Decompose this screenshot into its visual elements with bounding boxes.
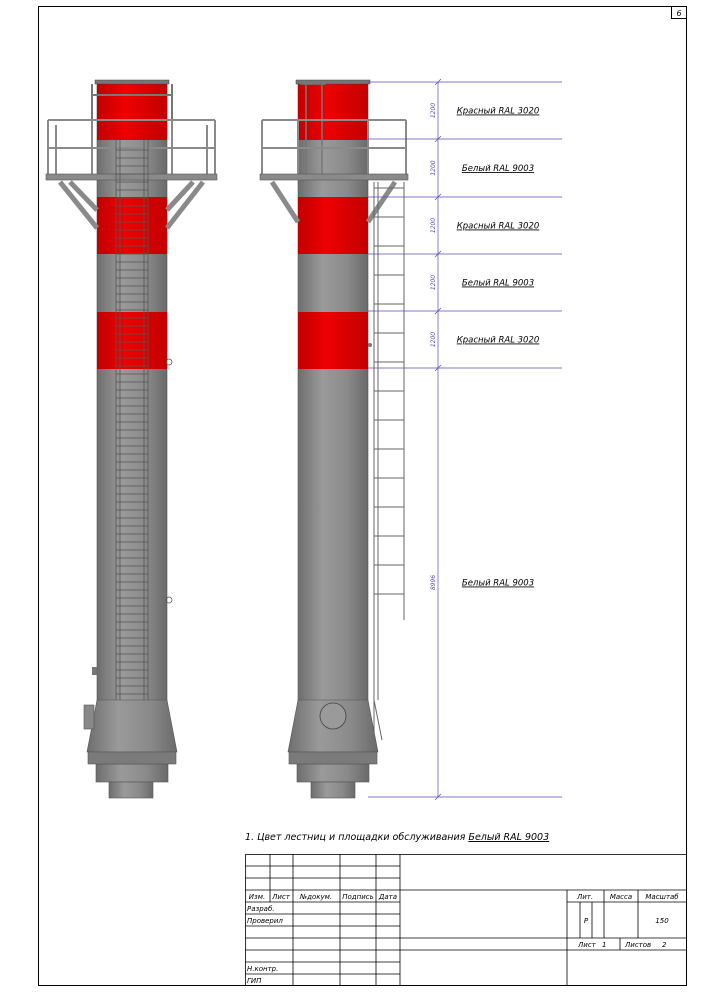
red-band-top bbox=[298, 83, 368, 140]
lit-label: Лит. bbox=[576, 893, 594, 901]
list-label: Лист bbox=[578, 941, 596, 949]
pipe-base-cone bbox=[87, 700, 177, 752]
color-zone-label: Красный RAL 3020 bbox=[456, 221, 540, 232]
nkontr-label: Н.контр. bbox=[247, 965, 279, 973]
gip-label: ГИП bbox=[247, 977, 262, 985]
title-block bbox=[245, 854, 687, 986]
col-list: Лист bbox=[272, 893, 290, 901]
massa-label: Масса bbox=[609, 893, 633, 901]
title-block-text bbox=[247, 893, 679, 985]
listov-label: Листов bbox=[625, 941, 652, 949]
proveril-label: Проверил bbox=[247, 917, 283, 925]
red-band-3 bbox=[97, 312, 167, 369]
red-band-top bbox=[97, 83, 167, 140]
chimney-front-view bbox=[46, 80, 217, 798]
masshtab-label: Масштаб bbox=[645, 893, 679, 901]
dimension-value: 1200 bbox=[430, 217, 437, 234]
color-zone-labels bbox=[457, 107, 540, 589]
color-note bbox=[245, 832, 549, 843]
dimension-value: 1200 bbox=[430, 160, 437, 176]
color-note-prefix: 1. Цвет лестниц и площадки обслуживания bbox=[245, 832, 469, 843]
col-podpis: Подпись bbox=[342, 893, 374, 901]
ladder-side bbox=[374, 182, 404, 760]
color-zone-label: Белый RAL 9003 bbox=[461, 164, 535, 174]
dimension-value: 1200 bbox=[430, 102, 437, 119]
dimension-value: 8996 bbox=[430, 574, 437, 591]
chimney-side-view bbox=[260, 80, 408, 798]
color-zone-label: Белый RAL 9003 bbox=[461, 578, 535, 589]
col-data: Дата bbox=[378, 893, 398, 901]
color-zone-label: Белый RAL 9003 bbox=[461, 278, 535, 289]
lit-value: Р bbox=[583, 917, 589, 925]
red-band-2 bbox=[298, 197, 368, 254]
dimension-lines bbox=[368, 79, 562, 800]
dimension-value: 1200 bbox=[430, 274, 437, 291]
listov-value: 2 bbox=[662, 941, 667, 949]
red-band-3 bbox=[298, 312, 368, 369]
color-note-underlined: Белый RAL 9003 bbox=[468, 832, 550, 843]
list-value: 1 bbox=[602, 941, 607, 949]
col-izm: Изм. bbox=[248, 893, 266, 901]
inspection-hatch bbox=[320, 703, 346, 729]
col-ndokum: №докум. bbox=[299, 893, 333, 901]
masshtab-value: 150 bbox=[655, 917, 669, 925]
dimension-value: 1200 bbox=[430, 331, 437, 348]
red-band-2 bbox=[97, 197, 167, 254]
color-zone-label: Красный RAL 3020 bbox=[456, 335, 540, 346]
razrab-label: Разраб. bbox=[247, 905, 275, 913]
dimension-texts bbox=[430, 103, 437, 590]
sheet-number: 6 bbox=[676, 9, 682, 18]
color-zone-label: Красный RAL 3020 bbox=[456, 106, 540, 117]
